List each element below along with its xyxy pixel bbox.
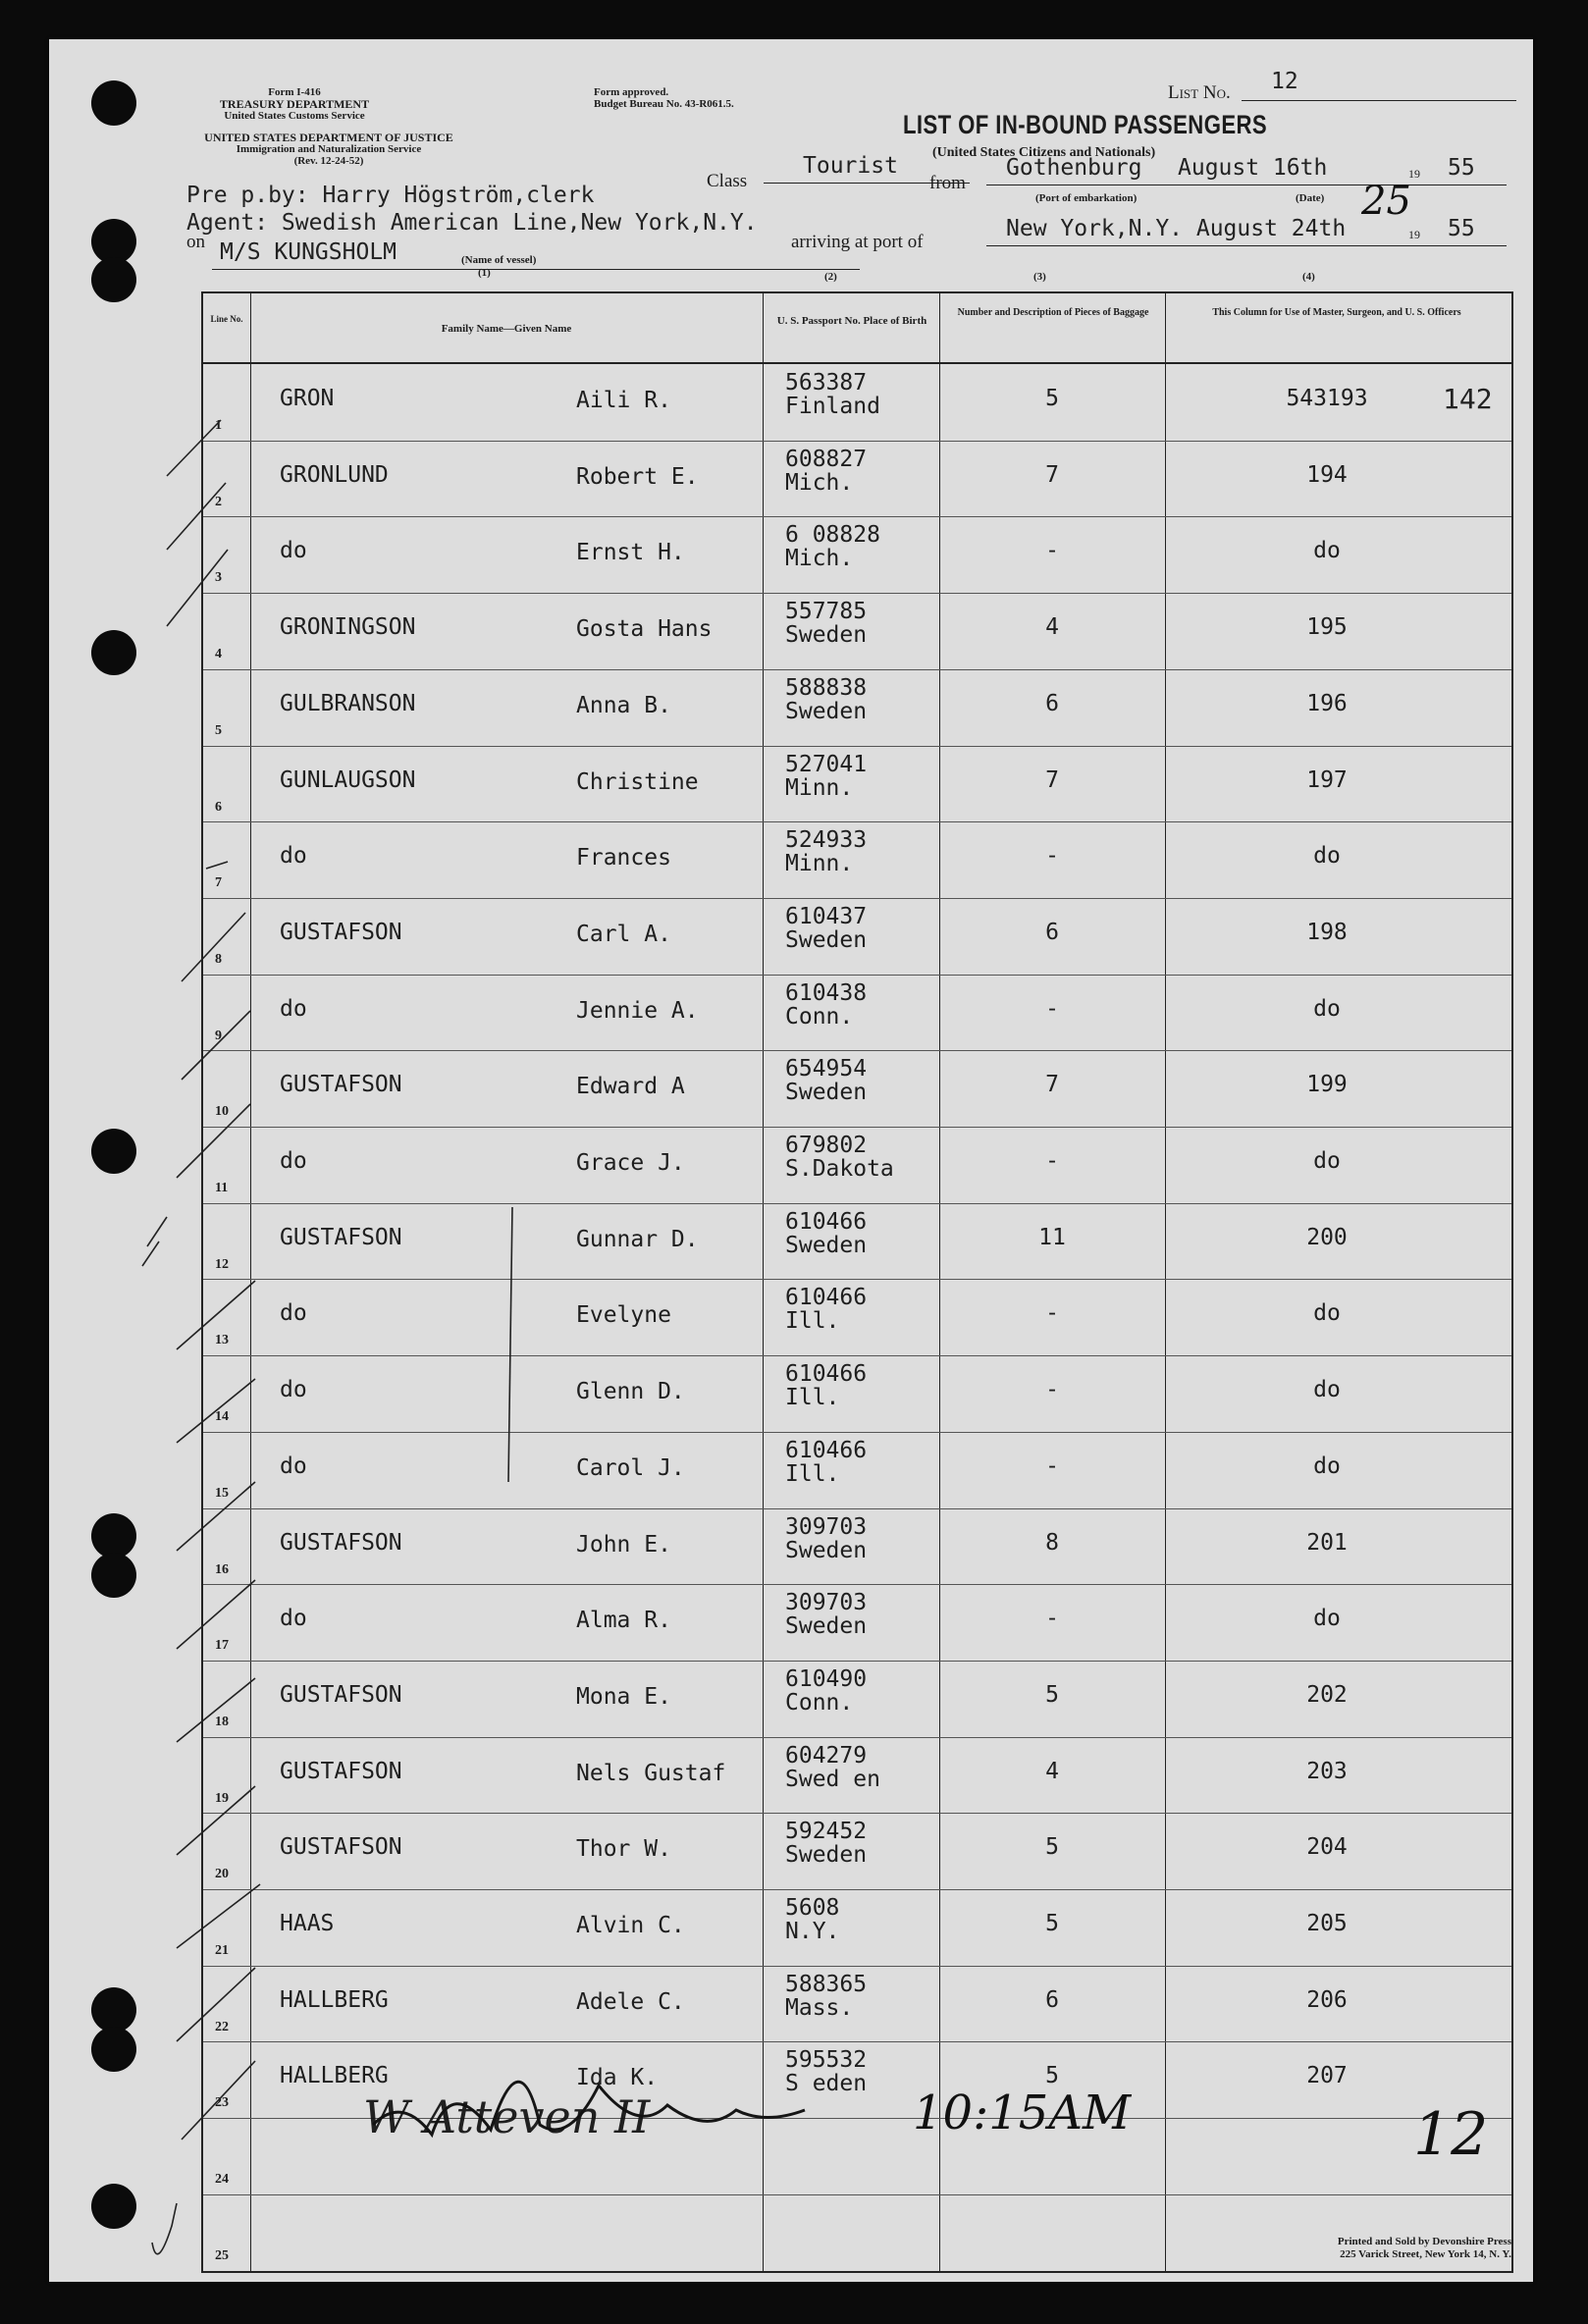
passport-number: 309703: [785, 1590, 868, 1616]
check-marks: [49, 39, 1533, 2282]
family-name: HALLBERG: [280, 1986, 389, 2013]
processing-time: 10:15AM: [913, 2086, 1132, 2140]
baggage-count: 5: [1045, 386, 1059, 411]
printer-line-1: Printed and Sold by Devonshire Press: [1337, 2236, 1511, 2247]
given-name: Robert E.: [576, 463, 699, 490]
line-number: 10: [215, 1104, 229, 1120]
header-baggage: Number and Description of Pieces of Baggage: [957, 307, 1149, 318]
prepared-by: Pre p.by: Harry Högström,clerk: [186, 183, 595, 208]
place-of-birth: Conn.: [785, 1003, 854, 1030]
family-name: GUSTAFSON: [280, 919, 402, 945]
col-num-4: (4): [1302, 271, 1315, 283]
place-of-birth: Sweden: [785, 1613, 868, 1640]
given-name: Ernst H.: [576, 540, 685, 566]
baggage-count: 7: [1045, 461, 1059, 488]
given-name: John E.: [576, 1531, 671, 1558]
from-label: from: [929, 173, 966, 193]
place-of-birth: Swed en: [785, 1766, 880, 1792]
place-of-birth: Ill.: [785, 1308, 840, 1335]
place-of-birth: N.Y.: [785, 1919, 840, 1944]
family-name: GUNLAUGSON: [280, 766, 416, 793]
officer-number: 199: [1306, 1072, 1348, 1098]
passport-number: 557785: [785, 599, 868, 625]
doj: UNITED STATES DEPARTMENT OF JUSTICE: [204, 131, 453, 144]
family-name: do: [280, 1300, 307, 1327]
line-number: 1: [215, 418, 222, 433]
line-number: 25: [215, 2247, 229, 2263]
line-number: 5: [215, 722, 222, 738]
vessel-name: M/S KUNGSHOLM: [220, 239, 397, 265]
baggage-count: 4: [1045, 1758, 1059, 1784]
list-no-label: List No.: [1168, 82, 1231, 103]
given-name: Frances: [576, 845, 671, 872]
line-number: 21: [215, 1943, 229, 1958]
place-of-birth: Finland: [785, 394, 880, 419]
officer-number: do: [1313, 995, 1341, 1022]
port-of-embarkation: Gothenburg: [1006, 155, 1142, 181]
departure-year: 55: [1448, 155, 1475, 181]
treasury-dept: TREASURY DEPARTMENT: [219, 97, 370, 111]
baggage-count: -: [1045, 995, 1059, 1022]
officer-number: do: [1313, 1606, 1341, 1632]
given-name: Carol J.: [576, 1454, 685, 1481]
line-number: 13: [215, 1333, 229, 1348]
baggage-count: 7: [1045, 766, 1059, 793]
baggage-count: 7: [1045, 1072, 1059, 1098]
place-of-birth: Ill.: [785, 1460, 840, 1487]
family-name: GULBRANSON: [280, 690, 416, 716]
line-number: 19: [215, 1790, 229, 1806]
margin-number: 142: [1443, 383, 1493, 415]
family-name: do: [280, 1452, 307, 1479]
place-of-birth: Mich.: [785, 546, 854, 572]
given-name: Alma R.: [576, 1608, 671, 1634]
form-title: LIST OF IN-BOUND PASSENGERS: [903, 110, 1268, 139]
officer-number: 206: [1306, 1986, 1348, 2013]
place-of-birth: Ill.: [785, 1385, 840, 1411]
officer-number: do: [1313, 538, 1341, 564]
place-of-birth: Sweden: [785, 1232, 868, 1258]
place-of-birth: S eden: [785, 2071, 868, 2097]
place-of-birth: Sweden: [785, 622, 868, 649]
family-name: GUSTAFSON: [280, 1681, 402, 1708]
passport-number: 588365: [785, 1971, 868, 1997]
baggage-count: 5: [1045, 1911, 1059, 1936]
family-name: GUSTAFSON: [280, 1529, 402, 1556]
family-name: HAAS: [280, 1911, 335, 1936]
place-of-birth: S.Dakota: [785, 1156, 894, 1182]
form-number: Form I-416: [268, 86, 321, 98]
baggage-count: -: [1045, 538, 1059, 564]
baggage-count: 11: [1038, 1224, 1066, 1250]
baggage-count: 6: [1045, 690, 1059, 716]
passport-number: 610466: [785, 1208, 868, 1235]
place-of-birth: Conn.: [785, 1689, 854, 1716]
place-of-birth: Minn.: [785, 774, 854, 801]
family-name: do: [280, 1606, 307, 1632]
officer-number: 197: [1306, 766, 1348, 793]
family-name: do: [280, 1148, 307, 1174]
passport-number: 309703: [785, 1513, 868, 1540]
line-number: 17: [215, 1638, 229, 1654]
place-of-birth: Mich.: [785, 469, 854, 496]
line-number: 4: [215, 647, 222, 662]
given-name: Christine: [576, 768, 699, 795]
arrival-port-date: New York,N.Y. August 24th: [1006, 216, 1347, 241]
line-number: 3: [215, 570, 222, 586]
line-number: 8: [215, 951, 222, 967]
line-number: 18: [215, 1714, 229, 1729]
form-approved: Form approved.: [594, 86, 669, 98]
passport-number: 654954: [785, 1056, 868, 1083]
officer-number: do: [1313, 1452, 1341, 1479]
place-of-birth: Sweden: [785, 1537, 868, 1563]
passport-number: 592452: [785, 1819, 868, 1845]
officer-number: 200: [1306, 1224, 1348, 1250]
passport-number: 527041: [785, 751, 868, 777]
baggage-count: 4: [1045, 614, 1059, 641]
place-of-birth: Sweden: [785, 926, 868, 953]
manifest-page: [49, 39, 1533, 2282]
family-name: GUSTAFSON: [280, 1834, 402, 1861]
family-name: GUSTAFSON: [280, 1224, 402, 1250]
line-number: 22: [215, 2019, 229, 2034]
passport-number: 524933: [785, 827, 868, 854]
col-num-3: (3): [1033, 271, 1046, 283]
on-label: on: [186, 232, 205, 252]
baggage-count: 6: [1045, 919, 1059, 945]
col-num-2: (2): [824, 271, 837, 283]
passport-number: 5608: [785, 1895, 840, 1921]
family-name: GRON: [280, 386, 335, 411]
passport-number: 610437: [785, 903, 868, 929]
line-number: 20: [215, 1867, 229, 1882]
passport-number: 6 08828: [785, 522, 880, 549]
header-line-no: Line No.: [210, 314, 243, 324]
given-name: Edward A: [576, 1074, 685, 1100]
given-name: Jennie A.: [576, 997, 699, 1024]
class-label: Class: [707, 171, 748, 191]
passport-number: 595532: [785, 2047, 868, 2074]
family-name: do: [280, 995, 307, 1022]
line-number: 12: [215, 1256, 229, 1272]
departure-date: August 16th: [1178, 155, 1328, 181]
printer-footer: [1129, 2236, 1511, 2261]
given-name: Thor W.: [576, 1836, 671, 1863]
baggage-count: -: [1045, 1300, 1059, 1327]
line-number: 6: [215, 799, 222, 815]
line-number: 9: [215, 1028, 222, 1043]
given-name: Anna B.: [576, 692, 671, 718]
baggage-count: 5: [1045, 1834, 1059, 1861]
ins: Immigration and Naturalization Service: [236, 143, 422, 155]
header-officers: This Column for Use of Master, Surgeon, and U. S. Officers: [1212, 307, 1461, 318]
officer-number: 543193: [1286, 386, 1368, 411]
place-of-birth: Mass.: [785, 1994, 854, 2021]
family-name: GRONINGSON: [280, 614, 416, 641]
baggage-count: -: [1045, 1606, 1059, 1632]
officer-number: 204: [1306, 1834, 1348, 1861]
baggage-count: 5: [1045, 2063, 1059, 2089]
place-of-birth: Sweden: [785, 1080, 868, 1106]
customs-service: United States Customs Service: [224, 110, 365, 122]
arrival-year: 55: [1448, 216, 1475, 241]
given-name: Nels Gustaf: [576, 1760, 726, 1786]
family-name: do: [280, 843, 307, 870]
family-name: GUSTAFSON: [280, 1758, 402, 1784]
list-no: 12: [1271, 69, 1298, 94]
col-num-1: (1): [478, 267, 491, 279]
baggage-count: 6: [1045, 1986, 1059, 2013]
passport-number: 608827: [785, 446, 868, 472]
line-number: 24: [215, 2172, 229, 2188]
officer-number: 195: [1306, 614, 1348, 641]
officer-number: 202: [1306, 1681, 1348, 1708]
family-name: do: [280, 538, 307, 564]
agent: Agent: Swedish American Line,New York,N.Y.: [186, 210, 758, 236]
given-name: Alvin C.: [576, 1913, 685, 1938]
officer-number: do: [1313, 843, 1341, 870]
given-name: Ida K.: [576, 2065, 659, 2091]
officer-number: do: [1313, 1300, 1341, 1327]
page-mark: 12: [1413, 2100, 1489, 2169]
passport-number: 610466: [785, 1285, 868, 1311]
given-name: Mona E.: [576, 1683, 671, 1710]
year-prefix-2: 19: [1408, 228, 1420, 241]
officer-number: do: [1313, 1377, 1341, 1403]
passport-number: 610466: [785, 1361, 868, 1388]
passport-number: 610466: [785, 1437, 868, 1463]
passport-number: 604279: [785, 1742, 868, 1769]
family-name: GRONLUND: [280, 461, 389, 488]
arrival-date-correction: 25: [1361, 179, 1411, 224]
year-prefix: 19: [1408, 167, 1420, 181]
given-name: Carl A.: [576, 921, 671, 947]
passport-number: 610438: [785, 979, 868, 1006]
baggage-count: 5: [1045, 1681, 1059, 1708]
officer-number: do: [1313, 1148, 1341, 1174]
baggage-count: -: [1045, 843, 1059, 870]
class-value: Tourist: [803, 153, 898, 179]
form-rev: (Rev. 12-24-52): [293, 155, 364, 167]
signature: W Atteven II: [363, 2090, 651, 2143]
date-caption: (Date): [1296, 192, 1325, 204]
given-name: Aili R.: [576, 388, 671, 413]
given-name: Gunnar D.: [576, 1226, 699, 1252]
given-name: Adele C.: [576, 1988, 685, 2015]
officer-number: 196: [1306, 690, 1348, 716]
line-number: 16: [215, 1561, 229, 1577]
given-name: Gosta Hans: [576, 616, 713, 643]
given-name: Evelyne: [576, 1302, 671, 1329]
passport-number: 588838: [785, 674, 868, 701]
family-name: GUSTAFSON: [280, 1072, 402, 1098]
line-number: 14: [215, 1409, 229, 1425]
family-name: HALLBERG: [280, 2063, 389, 2089]
place-of-birth: Sweden: [785, 1842, 868, 1869]
baggage-count: -: [1045, 1148, 1059, 1174]
given-name: Glenn D.: [576, 1379, 685, 1405]
line-number: 11: [215, 1181, 229, 1195]
budget-bureau: Budget Bureau No. 43-R061.5.: [594, 98, 734, 110]
officer-number: 194: [1306, 461, 1348, 488]
place-of-birth: Sweden: [785, 698, 868, 724]
officer-number: 205: [1306, 1911, 1348, 1936]
header-passport: U. S. Passport No. Place of Birth: [776, 315, 927, 327]
line-number: 7: [215, 875, 222, 891]
officer-number: 201: [1306, 1529, 1348, 1556]
given-name: Grace J.: [576, 1150, 685, 1176]
form-subtitle: (United States Citizens and Nationals): [932, 145, 1156, 160]
port-caption: (Port of embarkation): [1035, 192, 1138, 204]
baggage-count: -: [1045, 1377, 1059, 1403]
passport-number: 610490: [785, 1665, 868, 1692]
baggage-count: 8: [1045, 1529, 1059, 1556]
family-name: do: [280, 1377, 307, 1403]
line-number: 2: [215, 494, 222, 509]
passport-number: 679802: [785, 1133, 868, 1158]
header-name: Family Name—Given Name: [441, 323, 572, 335]
place-of-birth: Minn.: [785, 851, 854, 877]
officer-number: 207: [1306, 2063, 1348, 2089]
officer-number: 203: [1306, 1758, 1348, 1784]
printer-line-2: 225 Varick Street, New York 14, N. Y.: [1340, 2248, 1511, 2260]
arriving-label: arriving at port of: [791, 232, 924, 252]
line-number: 15: [215, 1485, 229, 1501]
baggage-count: -: [1045, 1452, 1059, 1479]
passport-number: 563387: [785, 370, 868, 396]
vessel-caption: (Name of vessel): [461, 254, 537, 266]
officer-number: 198: [1306, 919, 1348, 945]
line-number: 23: [215, 2095, 229, 2111]
